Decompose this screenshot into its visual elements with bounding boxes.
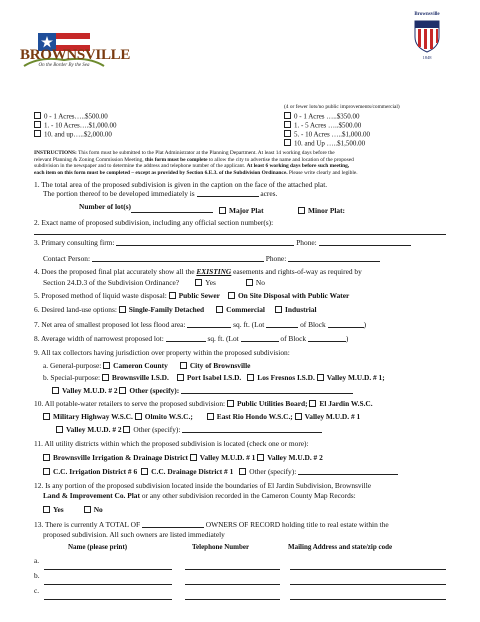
row-c-phone[interactable] bbox=[185, 599, 280, 600]
seal-name: Brownsville bbox=[414, 12, 440, 17]
q11-label: 11. All utility districts within which the proposed subdivision is located (check one or more): bbox=[34, 439, 309, 448]
checkbox[interactable] bbox=[34, 121, 41, 128]
row-b-address[interactable] bbox=[290, 584, 446, 585]
checkbox[interactable] bbox=[295, 413, 302, 420]
q10-row1: 10. All potable-water retailers to serve the proposed subdivision: Public Utilities Board; El Jardin W.S.C. bbox=[34, 399, 373, 408]
checkbox[interactable] bbox=[247, 374, 254, 381]
checkbox[interactable] bbox=[207, 413, 214, 420]
fee-right-header: (4 or fewer lots/no public improvements/commercial) bbox=[284, 104, 400, 110]
q10-other-field[interactable] bbox=[182, 425, 322, 433]
row-a-label: a. bbox=[34, 556, 40, 565]
net-area-field[interactable] bbox=[187, 320, 231, 328]
checkbox[interactable] bbox=[246, 279, 253, 286]
q4-line1: 4. Does the proposed final plat accurately show all the EXISTING easements and rights-of-way as required by bbox=[34, 267, 362, 276]
checkbox[interactable] bbox=[119, 387, 126, 394]
checkbox[interactable] bbox=[34, 130, 41, 137]
row-a-address[interactable] bbox=[290, 569, 446, 570]
checkbox[interactable] bbox=[43, 454, 50, 461]
lots-label: Number of lot(s) bbox=[79, 202, 132, 211]
checkbox[interactable] bbox=[219, 207, 226, 214]
q9-special: b. Special-purpose: Brownsville I.S.D. Port Isabel I.S.D. Los Fresnos I.S.D. Valley M.U.D. # 1; bbox=[43, 373, 385, 382]
row-a-phone[interactable] bbox=[185, 569, 280, 570]
row-a-name[interactable] bbox=[44, 569, 172, 570]
q8-lot-field[interactable] bbox=[241, 334, 279, 342]
checkbox[interactable] bbox=[317, 374, 324, 381]
checkbox[interactable] bbox=[239, 468, 246, 475]
q8-row: 8. Average width of narrowest proposed lot: sq. ft. (Lot of Block ) bbox=[34, 334, 349, 343]
fee-right-1: 0 - 1 Acres …..$350.00 bbox=[284, 112, 360, 121]
q5-row: 5. Proposed method of liquid waste disposal: Public Sewer On Site Disposal with Public Water bbox=[34, 291, 350, 300]
checkbox[interactable] bbox=[257, 454, 264, 461]
q6-row: 6. Desired land-use options: Single-Family Detached Commercial Industrial bbox=[34, 305, 317, 314]
q12-options: Yes No bbox=[43, 505, 103, 514]
owners-total-field[interactable] bbox=[142, 520, 204, 528]
checkbox[interactable] bbox=[52, 387, 59, 394]
brownsville-logo bbox=[20, 30, 131, 70]
logo-tagline: On the Border By the Sea bbox=[38, 63, 90, 68]
col-name-header: Name (please print) bbox=[68, 543, 128, 551]
lots-field[interactable] bbox=[131, 212, 213, 213]
checkbox[interactable] bbox=[119, 306, 126, 313]
checkbox[interactable] bbox=[43, 506, 50, 513]
checkbox[interactable] bbox=[102, 374, 109, 381]
checkbox[interactable] bbox=[43, 413, 50, 420]
seal-year: 1848 bbox=[422, 55, 432, 60]
checkbox[interactable] bbox=[190, 454, 197, 461]
q3-row: 3. Primary consulting firm: Phone: bbox=[34, 238, 411, 247]
checkbox[interactable] bbox=[227, 400, 234, 407]
q9-label: 9. All tax collectors having jurisdiction over property within the proposed subdivision: bbox=[34, 348, 290, 357]
logo-name: BROWNSVILLE bbox=[20, 47, 131, 63]
checkbox[interactable] bbox=[103, 362, 110, 369]
avg-width-field[interactable] bbox=[166, 334, 206, 342]
fee-right-4: 10. and Up …..$1,500.00 bbox=[284, 139, 365, 148]
minor-plat-option[interactable]: Minor Plat: bbox=[298, 206, 345, 215]
q13-line2: proposed subdivision. All such owners are listed immediately bbox=[43, 530, 225, 539]
q7-block-field[interactable] bbox=[328, 320, 364, 328]
firm-phone-field[interactable] bbox=[319, 238, 411, 246]
checkbox[interactable] bbox=[141, 468, 148, 475]
checkbox[interactable] bbox=[284, 130, 291, 137]
city-seal bbox=[407, 12, 447, 64]
contact-row: Contact Person: Phone: bbox=[43, 254, 380, 263]
q10-row2: Military Highway W.S.C. Olmito W.S.C.; East Rio Hondo W.S.C.; Valley M.U.D. # 1 bbox=[43, 412, 360, 421]
checkbox[interactable] bbox=[56, 426, 63, 433]
row-c-address[interactable] bbox=[290, 599, 446, 600]
q11-row2: C.C. Irrigation District # 6 C.C. Drainage District # 1 Other (specify): bbox=[43, 467, 398, 476]
q4-line2: Section 24.D.3 of the Subdivision Ordinance? Yes No bbox=[43, 278, 265, 287]
row-c-label: c. bbox=[34, 586, 40, 595]
seal-shield-icon bbox=[413, 19, 441, 53]
checkbox[interactable] bbox=[169, 292, 176, 299]
contact-phone-field[interactable] bbox=[288, 254, 380, 262]
checkbox[interactable] bbox=[123, 426, 130, 433]
q12-line1: 12. Is any portion of the proposed subdivision located inside the boundaries of El Jardin Subdivision, Brownsville bbox=[34, 481, 372, 490]
checkbox[interactable] bbox=[284, 112, 291, 119]
checkbox[interactable] bbox=[195, 279, 202, 286]
q2-label: 2. Exact name of proposed subdivision, including any official section number(s): bbox=[34, 218, 274, 227]
instructions: INSTRUCTIONS: This form must be submitted to the Plat Administrator at the Planning Department. At least 14 working days before the relevant Planning & Zoning Commission Meeting, this form must be complete to allow the city to advertise the name and location of the proposed subdivision in the newspaper and to determine the address and telephone number of the applicant. At least 6 working days before such meeting, each item on this form must be completed – except as provided by Section 6.E.3. of the Subdivision Ordinance. Please write clearly and legible. bbox=[34, 150, 358, 176]
subdivision-name-field[interactable] bbox=[34, 234, 446, 235]
q11-row1: Brownsville Irrigation & Drainage District Valley M.U.D. # 1 Valley M.U.D. # 2 bbox=[43, 453, 323, 462]
fee-left-1: 0 - 1 Acres…..$500.00 bbox=[34, 112, 108, 121]
q9-other-field[interactable] bbox=[181, 386, 353, 394]
q11-other-field[interactable] bbox=[298, 467, 398, 475]
checkbox[interactable] bbox=[228, 292, 235, 299]
consulting-firm-field[interactable] bbox=[116, 238, 294, 246]
checkbox[interactable] bbox=[284, 121, 291, 128]
q9-special-2: Valley M.U.D. # 2 Other (specify): bbox=[52, 386, 353, 395]
fee-left-3: 10. and up…..$2,000.00 bbox=[34, 130, 112, 139]
checkbox[interactable] bbox=[216, 306, 223, 313]
checkbox[interactable] bbox=[284, 139, 291, 146]
checkbox[interactable] bbox=[135, 413, 142, 420]
checkbox[interactable] bbox=[275, 306, 282, 313]
q1-line1: 1. The total area of the proposed subdivision is given in the caption on the face of the attached plat. bbox=[34, 180, 328, 189]
checkbox[interactable] bbox=[298, 207, 305, 214]
checkbox[interactable] bbox=[309, 400, 316, 407]
row-b-label: b. bbox=[34, 571, 40, 580]
q10-row3: Valley M.U.D. # 2 Other (specify): bbox=[56, 425, 322, 434]
contact-person-field[interactable] bbox=[92, 254, 264, 262]
q8-block-field[interactable] bbox=[308, 334, 346, 342]
col-address-header: Mailing Address and state/zip code bbox=[288, 543, 393, 551]
fee-left-2: 1. - 10 Acres….$1,000.00 bbox=[34, 121, 117, 130]
fee-right-3: 5. - 10 Acres …..$1,000.00 bbox=[284, 130, 370, 139]
checkbox[interactable] bbox=[43, 468, 50, 475]
acres-field[interactable] bbox=[197, 189, 259, 197]
checkbox[interactable] bbox=[34, 112, 41, 119]
checkbox[interactable] bbox=[84, 506, 91, 513]
q7-lot-field[interactable] bbox=[266, 320, 298, 328]
q1-line2: The portion thereof to be developed immediately is acres. bbox=[43, 189, 278, 198]
row-c-name[interactable] bbox=[44, 599, 172, 600]
checkbox[interactable] bbox=[180, 362, 187, 369]
row-b-name[interactable] bbox=[44, 584, 172, 585]
checkbox[interactable] bbox=[177, 374, 184, 381]
q7-row: 7. Net area of smallest proposed lot less flood area: sq. ft. (Lot of Block ) bbox=[34, 320, 367, 329]
row-b-phone[interactable] bbox=[185, 584, 280, 585]
q9-general: a. General-purpose: Cameron County City of Brownsville bbox=[43, 361, 251, 370]
fee-right-2: 1. - 5 Acres …..$500.00 bbox=[284, 121, 361, 130]
q13-line1: 13. There is currently A TOTAL OF OWNERS OF RECORD holding title to real estate within the bbox=[34, 520, 389, 529]
major-plat-option[interactable]: Major Plat bbox=[219, 206, 264, 215]
q12-line2: Land & Improvement Co. Plat or any other subdivision recorded in the Cameron County Map Records: bbox=[43, 491, 356, 500]
col-phone-header: Telephone Number bbox=[192, 543, 250, 551]
